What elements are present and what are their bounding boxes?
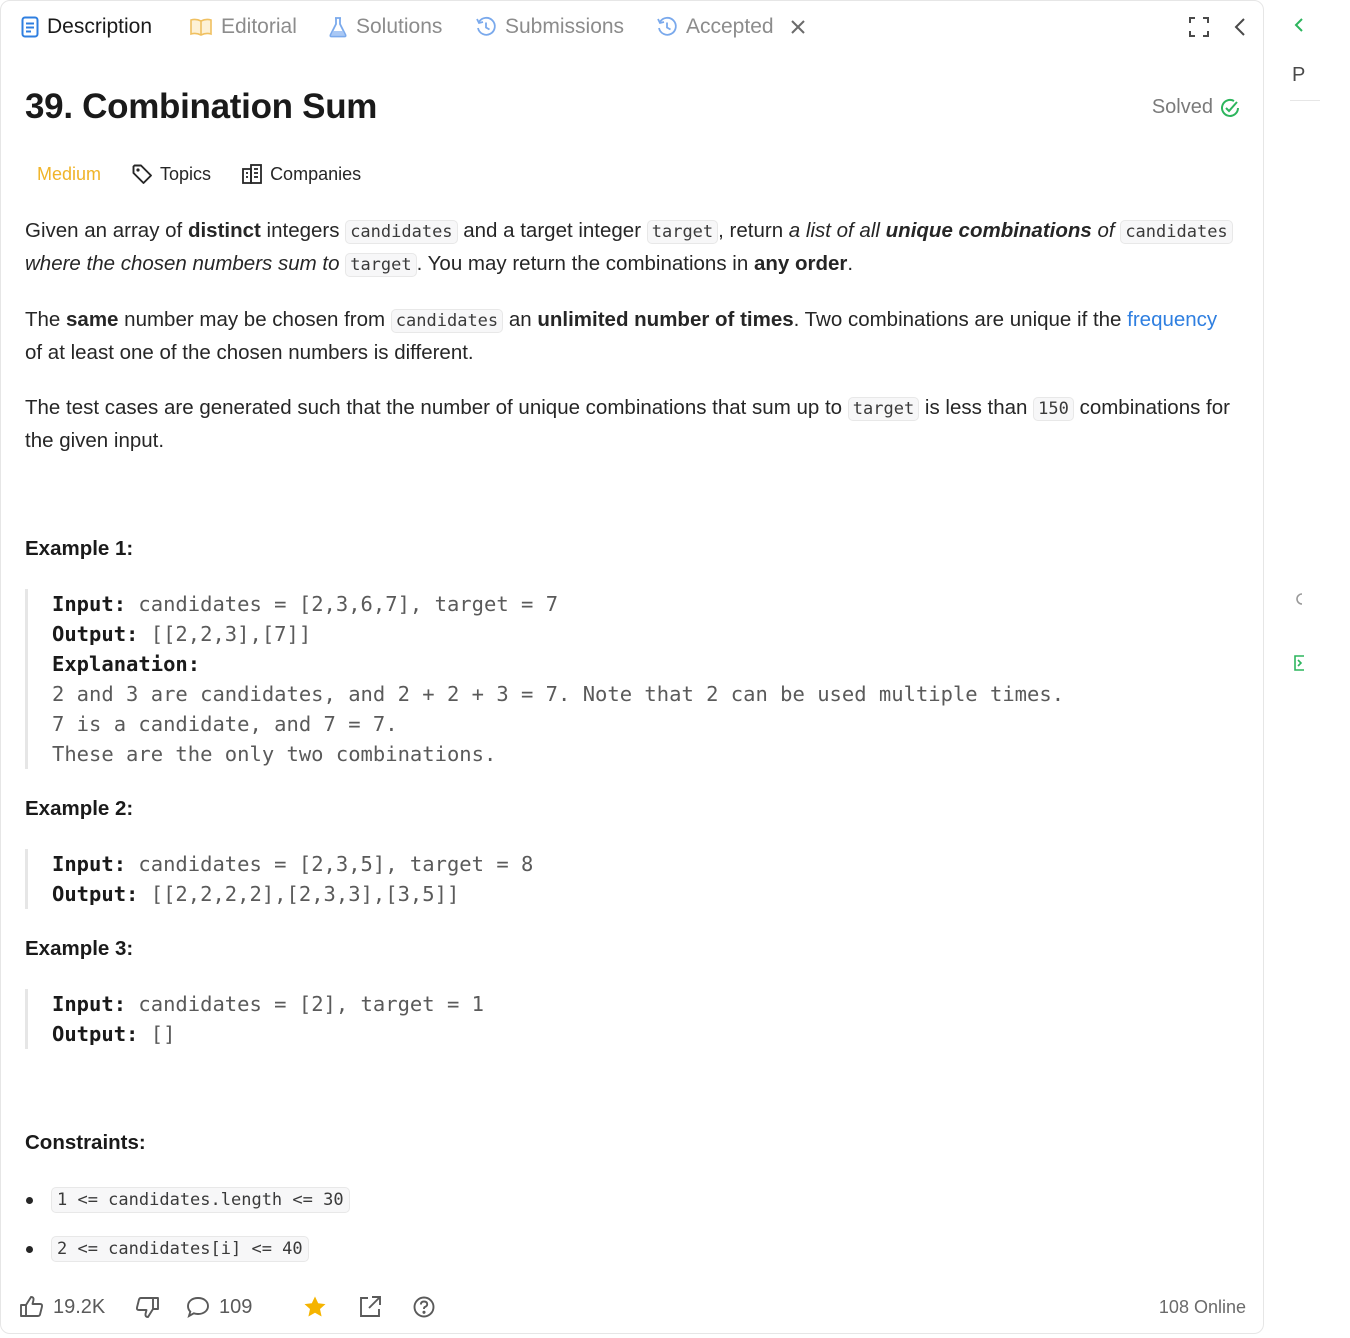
star-icon — [302, 1295, 328, 1319]
tag-icon — [131, 163, 153, 185]
description-paragraph-3 — [25, 392, 1235, 457]
solved-status — [1152, 96, 1241, 119]
history-icon — [656, 16, 678, 38]
list-item — [25, 1187, 350, 1236]
difficulty-badge: Medium — [37, 163, 102, 184]
description-paragraph-1 — [25, 215, 1235, 281]
output-label: Output: — [52, 1022, 139, 1046]
inline-code: candidates — [345, 220, 457, 244]
favorite-button[interactable] — [302, 1295, 328, 1319]
collapse-chevron-icon[interactable] — [1229, 15, 1253, 39]
tab-description-label: Description — [47, 15, 153, 38]
bold-text: same — [66, 308, 119, 331]
input-label: Input: — [52, 992, 127, 1016]
panel-letter: P — [1292, 64, 1306, 86]
text: . — [847, 252, 854, 275]
bold-text: distinct — [187, 219, 261, 242]
output-value: [[2,2,2,2],[2,3,3],[3,5]] — [138, 882, 460, 906]
inline-code: target — [345, 253, 416, 277]
constraints-list — [25, 1187, 350, 1285]
constraint-code: 1 <= candidates.length <= 30 — [51, 1187, 350, 1213]
adjacent-panel — [1276, 0, 1350, 1338]
text: an — [503, 308, 538, 331]
building-icon — [241, 163, 263, 185]
history-icon — [475, 16, 497, 38]
output-value: [] — [138, 1022, 176, 1046]
problem-description — [25, 215, 1235, 480]
tab-editorial-label: Editorial — [221, 15, 297, 38]
italic-text: of — [1091, 219, 1121, 242]
text: integers — [260, 219, 346, 242]
output-label: Output: — [52, 622, 139, 646]
text: , return — [718, 219, 789, 242]
constraint-code: 2 <= candidates[i] <= 40 — [51, 1236, 309, 1262]
tab-submissions-label: Submissions — [505, 15, 625, 38]
output-label: Output: — [52, 882, 139, 906]
loading-icon — [1292, 588, 1306, 616]
example-1-block — [25, 589, 1064, 769]
check-circle-icon — [1219, 97, 1241, 119]
comment-icon — [185, 1295, 211, 1319]
tab-submissions[interactable] — [475, 13, 624, 41]
description-paragraph-2 — [25, 304, 1235, 369]
comment-count: 109 — [219, 1295, 253, 1318]
bold-text: unlimited number of times — [537, 308, 794, 331]
explanation-line: 7 is a candidate, and 7 = 7. — [52, 712, 398, 736]
input-value: candidates = [2,3,5], target = 8 — [126, 852, 534, 876]
footer-bar — [1, 1291, 1263, 1327]
external-link-icon — [357, 1295, 383, 1319]
constraints-title: Constraints: — [25, 1131, 146, 1154]
explanation-line: These are the only two combinations. — [52, 742, 497, 766]
bold-italic-text: unique combinations — [885, 219, 1092, 242]
topics-label: Topics — [160, 163, 212, 184]
input-value: candidates = [2,3,6,7], target = 7 — [126, 592, 559, 616]
text: Given an array of — [25, 219, 188, 242]
dislike-button[interactable] — [134, 1295, 160, 1319]
comments-button[interactable] — [185, 1295, 252, 1319]
thumbs-down-icon — [134, 1295, 160, 1319]
terminal-icon[interactable] — [1292, 652, 1306, 680]
italic-text: a list of all — [788, 219, 886, 242]
explanation-line: 2 and 3 are candidates, and 2 + 2 + 3 = 7. Note that 2 can be used multiple times. — [52, 682, 1065, 706]
companies-label: Companies — [270, 163, 362, 184]
problem-tags — [25, 159, 373, 189]
inline-code: target — [647, 220, 718, 244]
text: The test cases are generated such that the number of unique combinations that sum up to — [25, 396, 848, 419]
document-icon — [21, 16, 39, 38]
tab-accepted[interactable] — [656, 13, 774, 41]
inline-code: target — [848, 397, 919, 421]
bold-text: any order — [753, 252, 848, 275]
example-3-block — [25, 989, 484, 1049]
question-circle-icon — [411, 1295, 437, 1319]
tab-description[interactable] — [21, 13, 152, 41]
text: combinations for the given input. — [25, 396, 1230, 452]
text: is less than — [919, 396, 1034, 419]
text: and a target integer — [457, 219, 647, 242]
text: number may be chosen from — [118, 308, 391, 331]
example-2-block — [25, 849, 533, 909]
flask-icon — [328, 16, 348, 38]
input-label: Input: — [52, 852, 127, 876]
share-button[interactable] — [357, 1295, 383, 1319]
online-count: 108 Online — [1158, 1297, 1246, 1317]
close-tab-icon[interactable] — [786, 15, 810, 39]
example-1-title: Example 1: — [25, 537, 134, 560]
text: . Two combinations are unique if the — [793, 308, 1128, 331]
input-value: candidates = [2], target = 1 — [126, 992, 484, 1016]
tab-accepted-label: Accepted — [686, 15, 774, 38]
text: of at least one of the chosen numbers is different. — [25, 341, 474, 364]
thumbs-up-icon — [19, 1295, 45, 1319]
fullscreen-icon[interactable] — [1187, 15, 1211, 39]
inline-code: candidates — [1120, 220, 1232, 244]
companies-button[interactable] — [229, 159, 373, 189]
like-button[interactable] — [19, 1295, 105, 1319]
list-item — [25, 1236, 350, 1285]
example-3-title: Example 3: — [25, 937, 134, 960]
frequency-link[interactable]: frequency — [1127, 308, 1218, 331]
explanation-label: Explanation: — [52, 652, 201, 676]
book-icon — [189, 17, 213, 37]
tab-solutions[interactable] — [328, 13, 442, 41]
inline-code: candidates — [391, 309, 503, 333]
tab-editorial[interactable] — [189, 13, 297, 41]
text: The — [25, 308, 67, 331]
divider — [1290, 100, 1320, 101]
tab-solutions-label: Solutions — [356, 15, 443, 38]
example-2-title: Example 2: — [25, 797, 134, 820]
solved-label: Solved — [1151, 96, 1213, 118]
help-button[interactable] — [411, 1295, 437, 1319]
text: . You may return the combinations in — [416, 252, 754, 275]
output-value: [[2,2,3],[7]] — [138, 622, 312, 646]
input-label: Input: — [52, 592, 127, 616]
tab-bar — [1, 1, 1263, 53]
code-icon[interactable] — [1292, 14, 1306, 42]
like-count: 19.2K — [53, 1295, 106, 1318]
italic-text: where the chosen numbers sum to — [25, 252, 346, 275]
topics-button[interactable] — [119, 159, 223, 189]
inline-code: 150 — [1033, 397, 1074, 421]
problem-title: 39. Combination Sum — [25, 87, 378, 126]
